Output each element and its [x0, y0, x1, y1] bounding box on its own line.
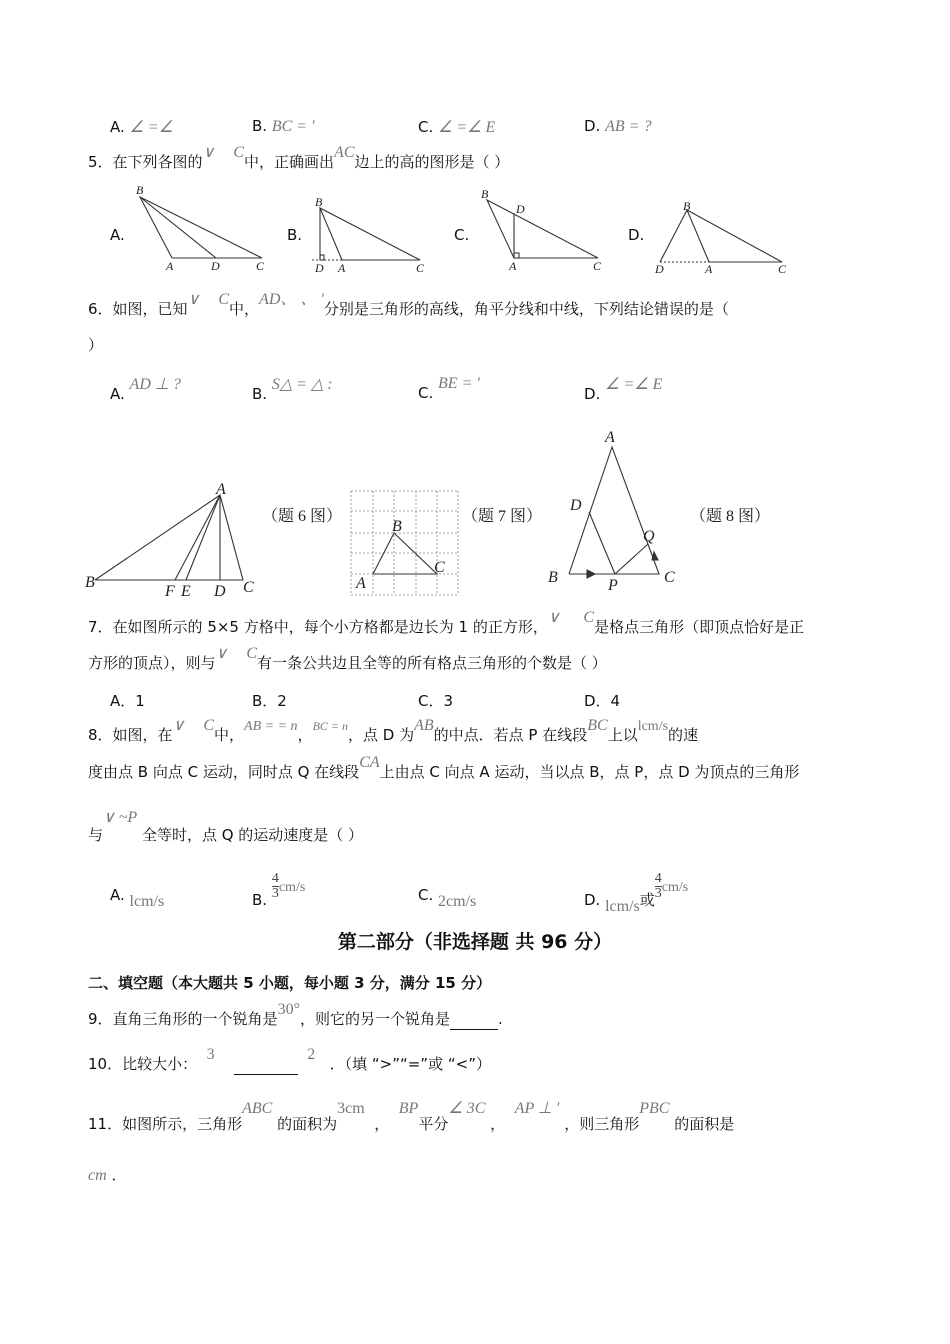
q6-close-paren: ）: [88, 336, 104, 354]
q-text: 中，: [214, 726, 245, 744]
option-label: B.: [252, 385, 268, 403]
question-8-line2: [88, 754, 800, 783]
option-math: lcm/s: [605, 898, 640, 915]
q-text: ，则它的另一个锐角是: [299, 1010, 450, 1028]
point-label: C: [416, 261, 425, 275]
point-label: A: [216, 481, 226, 498]
question-7-line2: [88, 645, 607, 674]
question-9: [88, 1001, 503, 1030]
option-math: AD ⊥ ?: [129, 376, 181, 393]
q-text: 中，正确画出: [244, 153, 335, 171]
option-math: cm/s: [278, 880, 306, 895]
math: C: [246, 645, 257, 662]
question-11-line2: [88, 1165, 126, 1186]
question-11: [88, 1100, 735, 1135]
q-text: 方形的顶点），则与: [88, 654, 216, 672]
fraction: [655, 872, 662, 901]
q-text: 的面积是: [674, 1115, 735, 1133]
math: CA: [359, 754, 380, 771]
point-label: C: [243, 579, 254, 596]
point-label: D: [570, 497, 582, 514]
q5-option-b: B.: [287, 226, 303, 244]
math: BC = n: [312, 719, 348, 733]
q-text: 分别是三角形的高线，角平分线和中线，下列结论错误的是（: [323, 300, 729, 318]
q5-option-a: A.: [110, 226, 125, 244]
point-label: B: [392, 518, 402, 535]
q-text: 上以: [607, 726, 638, 744]
q7-option-c: C．3: [418, 692, 454, 710]
figure-6: [85, 481, 342, 600]
option-label: D.: [584, 117, 601, 135]
q-num: 7．: [88, 618, 113, 636]
point-label: P: [608, 577, 618, 594]
q7-option-b: B．2: [252, 692, 287, 710]
math: ∨: [172, 717, 185, 734]
point-label: D: [655, 262, 664, 276]
math: ∨: [547, 609, 560, 626]
math: 2: [307, 1046, 316, 1063]
option-label: A.: [110, 118, 125, 136]
option-math: BE = ': [438, 375, 480, 392]
q-text: ，则三角形: [564, 1115, 640, 1133]
q-text: ，: [374, 1115, 390, 1133]
point-label: C: [778, 262, 787, 276]
q-num: 10．: [88, 1055, 123, 1073]
q5-figure-c: [481, 187, 602, 273]
q-text: 有一条公共边且全等的所有格点三角形的个数是（ ）: [256, 654, 607, 672]
q5-figure-a: [136, 183, 265, 273]
option-label: A.: [110, 886, 125, 904]
option-label: C.: [418, 118, 434, 136]
option-label: D.: [584, 385, 601, 403]
question-8-line3: [88, 809, 364, 846]
q5-option-d: D.: [628, 226, 645, 244]
math: AD、 、 ′: [259, 291, 324, 308]
answer-blank[interactable]: [450, 1029, 498, 1030]
figure-caption: （题 7 图）: [462, 508, 543, 525]
point-label: A: [605, 429, 615, 446]
math: AC: [334, 144, 355, 161]
point-label: B: [85, 574, 95, 591]
q7-option-d: D．4: [584, 692, 621, 710]
section-title: 第二部分（非选择题 共 96 分）: [337, 931, 613, 953]
q-text: ，: [297, 726, 313, 744]
fraction: [272, 872, 279, 901]
q-num: 5．: [88, 153, 113, 171]
q-text: 上由点 C 向点 A 运动，当以点 B，点 P，点 D 为顶点的三角形: [379, 763, 800, 781]
figure-caption: （题 6 图）: [262, 508, 343, 525]
q5-figure-d: [654, 199, 787, 276]
q-text: 的速: [668, 726, 699, 744]
option-math: S△ = △ :: [271, 376, 333, 393]
option-label: A.: [110, 385, 125, 403]
option-math: ∠ =∠ E: [605, 376, 663, 393]
q-text: 全等时，点 Q 的运动速度是（ ）: [141, 826, 364, 844]
option-math: cm/s: [661, 880, 689, 895]
q-text: 在如图所示的 5×5 方格中，每个小方格都是边长为 1 的正方形，: [112, 618, 548, 636]
q-text: 如图，已知: [112, 300, 188, 318]
math: ∨: [215, 645, 228, 662]
math: ∨ ~P: [103, 809, 138, 826]
option-label: B.: [252, 891, 268, 909]
math: ∨: [202, 144, 215, 161]
point-label: C: [434, 559, 445, 576]
q-text: 如图，在: [112, 726, 173, 744]
math: ABC: [242, 1100, 273, 1117]
math: C: [233, 144, 245, 161]
math: ∠ 3C: [448, 1100, 486, 1117]
q-text: 的中点．若点 P 在线段: [433, 726, 588, 744]
option-label: B.: [252, 117, 268, 135]
math: BC: [587, 717, 608, 734]
point-label: B: [548, 569, 558, 586]
denominator: 3: [271, 886, 279, 901]
q-text: ．: [111, 1166, 127, 1184]
option-math: ∠ =∠ E: [438, 119, 496, 136]
point-label: A: [166, 259, 174, 273]
math: 3: [206, 1046, 215, 1063]
point-label: B: [136, 183, 144, 197]
math: AB: [414, 717, 434, 734]
point-label: D: [315, 261, 324, 275]
q-num: 6．: [88, 300, 113, 318]
figure-caption: （题 8 图）: [690, 508, 771, 525]
q6-option-d: [584, 376, 663, 404]
point-label: A: [338, 261, 346, 275]
q-text: ，点 D 为: [348, 726, 415, 744]
or-text: 或: [639, 891, 655, 909]
point-label: D: [211, 259, 220, 273]
question-6: [88, 291, 729, 320]
q-num: 11．: [88, 1115, 123, 1133]
q8-option-b: [252, 871, 306, 909]
q-text: ，: [490, 1115, 506, 1133]
point-label: E: [181, 583, 191, 600]
q-num: 9．: [88, 1010, 113, 1028]
q-text: 比较大小：: [122, 1055, 198, 1073]
numerator: 4: [271, 871, 279, 886]
point-label: C: [593, 259, 602, 273]
q-text: 度由点 B 向点 C 运动，同时点 Q 在线段: [88, 763, 360, 781]
point-label: B: [683, 199, 691, 213]
question-7: [88, 609, 805, 638]
q-text: 与: [88, 826, 104, 844]
point-label: F: [165, 583, 175, 600]
q-text: .: [497, 1010, 503, 1028]
point-label: D: [214, 583, 226, 600]
math: 30°: [277, 1001, 300, 1018]
option-label: D.: [584, 891, 601, 909]
point-label: A: [509, 259, 517, 273]
q-text: 直角三角形的一个锐角是: [112, 1010, 278, 1028]
q8-option-a: [110, 886, 165, 910]
answer-blank[interactable]: [234, 1074, 298, 1075]
option-label: C.: [418, 384, 434, 402]
math: C: [203, 717, 215, 734]
q-text: 在下列各图的: [112, 153, 203, 171]
figure-7: [351, 491, 542, 595]
point-label: B: [481, 187, 489, 201]
q8-option-d: [584, 871, 689, 915]
option-label: C.: [418, 886, 434, 904]
math: ∨: [187, 291, 200, 308]
point-label: D: [516, 202, 525, 216]
question-10: [88, 1046, 491, 1075]
point-label: A: [705, 262, 713, 276]
math: C: [583, 609, 595, 626]
numerator: 4: [654, 871, 662, 886]
question-8: [88, 717, 699, 747]
q-text: 边上的高的图形是（ ）: [354, 153, 510, 171]
q6-option-c: [418, 375, 480, 403]
q-text: 是格点三角形（即顶点恰好是正: [594, 618, 805, 636]
denominator: 3: [654, 886, 662, 901]
q-text: 如图所示，三角形: [122, 1115, 243, 1133]
math: PBC: [639, 1100, 670, 1117]
option-math: BC = ': [271, 118, 315, 135]
q6-option-b: [252, 376, 333, 404]
option-math: ∠ =∠: [129, 119, 174, 136]
point-label: Q: [643, 528, 655, 545]
section-heading: 二、填空题（本大题共 5 小题，每小题 3 分，满分 15 分）: [88, 974, 492, 992]
math: cm: [88, 1167, 107, 1184]
q6-option-a: [110, 376, 181, 404]
q-text: 中，: [229, 300, 260, 318]
math: lcm/s: [637, 719, 669, 734]
point-label: C: [256, 259, 265, 273]
option-math: AB = ?: [605, 118, 652, 135]
q5-figure-b: [312, 195, 425, 275]
point-label: C: [664, 569, 675, 586]
math: AB = = n: [244, 719, 298, 734]
q-num: 8．: [88, 726, 113, 744]
point-label: B: [315, 195, 323, 209]
point-label: A: [356, 575, 366, 592]
math: C: [218, 291, 230, 308]
option-math: 2cm/s: [438, 893, 477, 910]
q7-option-a: A．1: [110, 692, 145, 710]
figure-8: [548, 429, 770, 594]
q8-option-c: [418, 886, 477, 910]
q-text: 平分: [418, 1115, 449, 1133]
math: 3cm: [337, 1100, 365, 1117]
q5-option-c: C.: [454, 226, 470, 244]
q-text: ．（填 “>”“=”或 “<”）: [329, 1055, 491, 1073]
math: BP: [398, 1100, 419, 1117]
math: AP ⊥ ′: [514, 1100, 560, 1117]
q-text: 的面积为: [277, 1115, 338, 1133]
option-math: lcm/s: [129, 893, 165, 910]
